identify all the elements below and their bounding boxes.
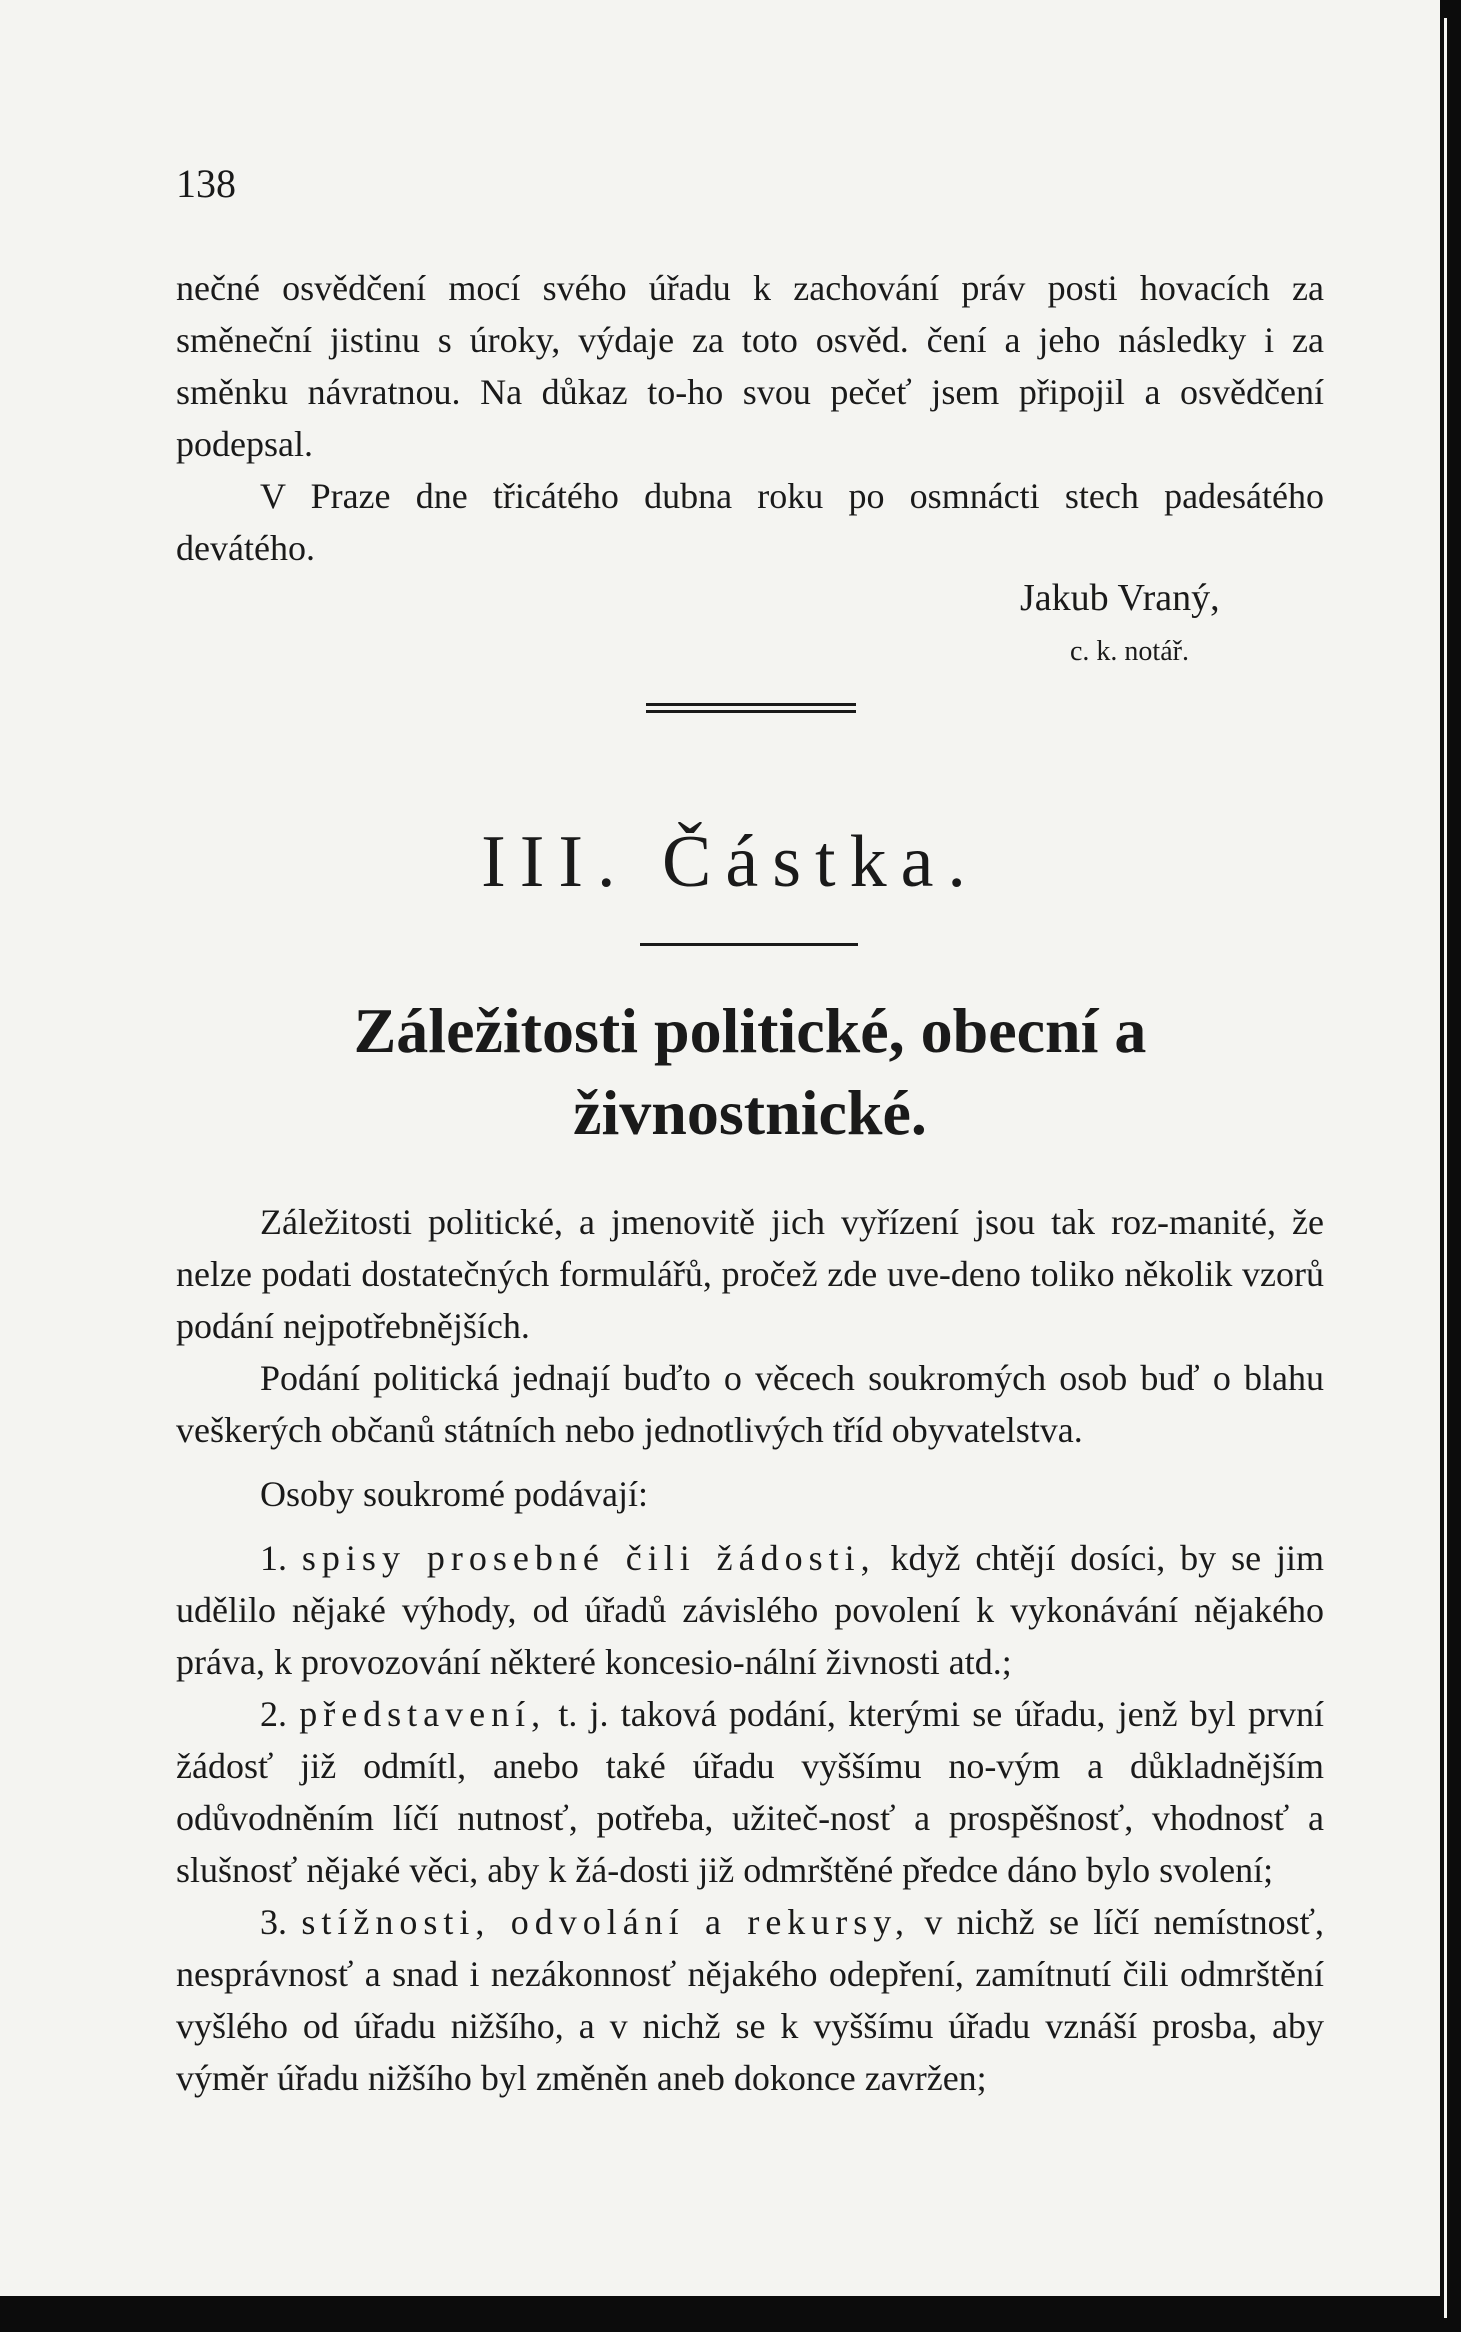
part-heading: III. Částka. [481,821,980,903]
date-paragraph: V Praze dne třicátého dubna roku po osmnácti stech padesátého devátého. [176,476,1324,568]
list-item [176,1688,1324,1896]
list-item-text: když chtějí dosíci, by se jim udělilo nějaké výhody, od úřadů závislého povolení k vykonávání nějakého práva, k provozování některé koncesio-nální živnosti atd.; [176,1538,1325,1682]
scan-edge [1440,0,1461,2332]
scan-bottom-edge [0,2296,1440,2332]
signature-title: c. k. notář. [1070,636,1189,667]
list-item-text: v nichž se líčí nemístnosť, nesprávnosť a snad i nezákonnosť nějakého odepření, zamítnutí čili odmrštění vyšlého od úřadu nižšího, a v nichž se k vyššímu úřadu vznáší prosba, aby výměr úřadu nižšího byl změněn aneb dokonce zavržen; [176,1902,1324,2098]
list-item-term: představení, [299,1694,547,1734]
list-item [176,1532,1324,1688]
list-item [176,1896,1324,2104]
notary-paragraph: nečné osvědčení mocí svého úřadu k zachování práv posti hovacích za směneční jistinu s úroky, výdaje za toto osvěd. čení a jeho následky i za směnku návratnou. Na důkaz to-ho svou pečeť jsem připojil a osvědčení podepsal. [176,268,1324,464]
notary-text [176,262,1324,574]
heading-divider [640,943,858,946]
list-item-term: spisy prosebné čili žádosti, [301,1538,876,1578]
page-number: 138 [176,161,236,206]
list-item-term: stížnosti, odvolání a rekursy, [301,1902,910,1942]
list-item-number: 3. [260,1902,287,1942]
section-title: Záležitosti politické, obecní a živnostnické. [353,995,1147,1148]
list-item-number: 1. [260,1538,287,1578]
list-item-text: t. j. taková podání, kterými se úřadu, jenž byl první žádosť již odmítl, anebo také úřadu vyššímu no-vým a důkladnějším odůvodněním líčí nutnosť, potřeba, užiteč-nosť a prospěšnosť, vhodnosť a slušnosť nějaké věci, aby k žá-dosti již odmrštěné předce dáno bylo svolení; [176,1694,1324,1890]
double-divider [646,703,856,713]
body-paragraph: Podání politická jednají buďto o věcech soukromých osob buď o blahu veškerých občanů státních nebo jednotlivých tříd obyvatelstva. [176,1358,1324,1450]
signature-name: Jakub Vraný, [1020,577,1220,619]
list-intro: Osoby soukromé podávají: [260,1474,648,1514]
section-body [176,1196,1324,2104]
body-paragraph: Záležitosti politické, a jmenovitě jich vyřízení jsou tak roz-manité, že nelze podati dostatečných formulářů, pročež zde uve-deno toliko několik vzorů podání nejpotřebnějších. [176,1202,1324,1346]
list-item-number: 2. [260,1694,287,1734]
